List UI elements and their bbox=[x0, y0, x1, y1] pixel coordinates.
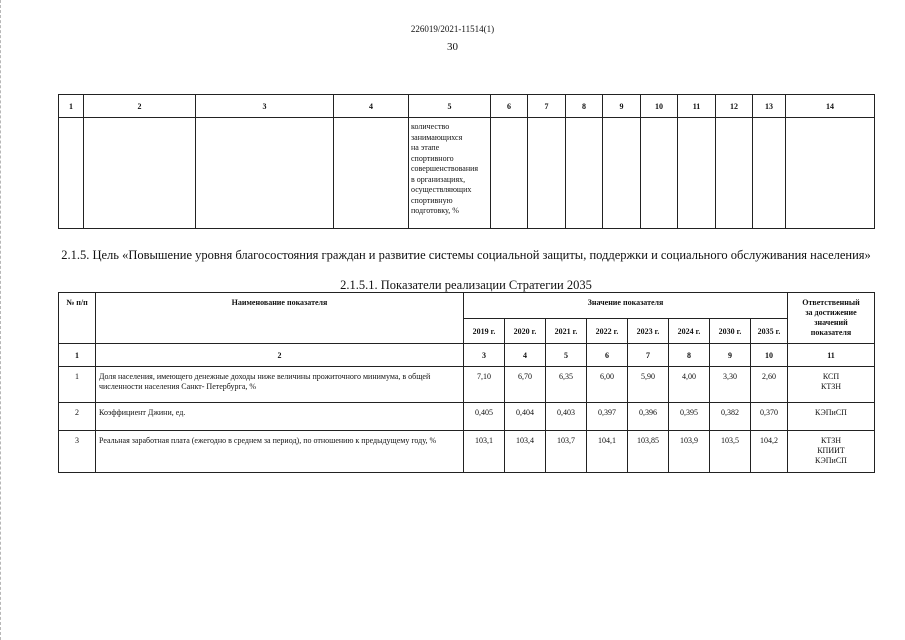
indicator-line: осуществляющих bbox=[411, 185, 472, 194]
value-cell: 4,00 bbox=[669, 367, 710, 403]
indicator-line: в организациях, bbox=[411, 174, 466, 184]
col-number: 10 bbox=[641, 95, 678, 118]
value-cell: 6,35 bbox=[546, 367, 587, 403]
indicator-line: спортивного bbox=[411, 153, 454, 163]
indicator-line: совершенствования bbox=[411, 164, 479, 173]
col-number: 7 bbox=[628, 344, 669, 367]
table-row bbox=[59, 431, 875, 473]
value-cell: 0,396 bbox=[628, 403, 669, 431]
row-num: 2 bbox=[59, 403, 96, 431]
value-cell: 103,4 bbox=[505, 431, 546, 473]
value-cell: 0,397 bbox=[587, 403, 628, 431]
value-cell: 0,403 bbox=[546, 403, 587, 431]
year-header: 2035 г. bbox=[751, 319, 788, 344]
indicator-name: Доля населения, имеющего денежные доходы ниже величины прожиточного минимума, в общей численности населения Санкт- Петербурга, % bbox=[96, 367, 464, 403]
column-number-row bbox=[59, 95, 875, 118]
table-row bbox=[59, 367, 875, 403]
year-header: 2019 г. bbox=[464, 319, 505, 344]
year-header: 2022 г. bbox=[587, 319, 628, 344]
value-cell: 103,85 bbox=[628, 431, 669, 473]
header-responsible: Ответственный за достижение значений показателя bbox=[788, 293, 875, 344]
value-cell: 103,7 bbox=[546, 431, 587, 473]
value-cell: 0,405 bbox=[464, 403, 505, 431]
col-number: 1 bbox=[59, 95, 84, 118]
page-number: 30 bbox=[447, 41, 458, 53]
value-cell: 0,404 bbox=[505, 403, 546, 431]
value-cell: 0,382 bbox=[710, 403, 751, 431]
col-number: 6 bbox=[587, 344, 628, 367]
col-number: 14 bbox=[786, 95, 875, 118]
col-number: 4 bbox=[505, 344, 546, 367]
indicator-line: количество bbox=[411, 122, 450, 131]
col-number: 11 bbox=[678, 95, 716, 118]
year-header: 2020 г. bbox=[505, 319, 546, 344]
indicators-table bbox=[58, 292, 875, 473]
value-cell: 104,2 bbox=[751, 431, 788, 473]
indicator-name: Коэффициент Джини, ед. bbox=[96, 403, 464, 431]
responsible-cell: КСП КТЗН bbox=[788, 367, 875, 403]
col-number: 8 bbox=[566, 95, 603, 118]
col-number: 12 bbox=[716, 95, 753, 118]
col-number: 6 bbox=[491, 95, 528, 118]
col-number: 1 bbox=[59, 344, 96, 367]
col-number: 7 bbox=[528, 95, 566, 118]
value-cell: 5,90 bbox=[628, 367, 669, 403]
col-number: 2 bbox=[84, 95, 196, 118]
col-number: 3 bbox=[464, 344, 505, 367]
year-header: 2021 г. bbox=[546, 319, 587, 344]
value-cell: 103,5 bbox=[710, 431, 751, 473]
section-subtitle: 2.1.5.1. Показатели реализации Стратегии 2035 bbox=[340, 278, 592, 292]
value-cell: 104,1 bbox=[587, 431, 628, 473]
indicator-line: на этапе bbox=[411, 143, 440, 152]
indicator-line: спортивную bbox=[411, 195, 453, 205]
col-number: 9 bbox=[603, 95, 641, 118]
responsible-cell: КТЗН КПИИТ КЭПиСП bbox=[788, 431, 875, 473]
value-cell: 6,70 bbox=[505, 367, 546, 403]
continuation-table bbox=[58, 94, 875, 229]
value-cell: 103,9 bbox=[669, 431, 710, 473]
header-row bbox=[59, 293, 875, 319]
col-number: 11 bbox=[788, 344, 875, 367]
year-header: 2030 г. bbox=[710, 319, 751, 344]
col-number: 9 bbox=[710, 344, 751, 367]
col-number: 4 bbox=[334, 95, 409, 118]
col-number: 5 bbox=[546, 344, 587, 367]
value-cell: 2,60 bbox=[751, 367, 788, 403]
row-num: 1 bbox=[59, 367, 96, 403]
indicator-line: занимающихся bbox=[411, 132, 463, 142]
value-cell: 103,1 bbox=[464, 431, 505, 473]
indicator-line: подготовку, % bbox=[411, 206, 459, 215]
value-cell: 3,30 bbox=[710, 367, 751, 403]
table-row bbox=[59, 403, 875, 431]
indicator-cell bbox=[409, 118, 491, 229]
col-number: 5 bbox=[409, 95, 491, 118]
year-header: 2023 г. bbox=[628, 319, 669, 344]
row-num: 3 bbox=[59, 431, 96, 473]
col-number: 8 bbox=[669, 344, 710, 367]
value-cell: 7,10 bbox=[464, 367, 505, 403]
col-number: 10 bbox=[751, 344, 788, 367]
responsible-cell: КЭПиСП bbox=[788, 403, 875, 431]
col-number: 3 bbox=[196, 95, 334, 118]
table-row bbox=[59, 118, 875, 229]
year-header: 2024 г. bbox=[669, 319, 710, 344]
value-cell: 0,370 bbox=[751, 403, 788, 431]
value-cell: 0,395 bbox=[669, 403, 710, 431]
page-left-edge bbox=[0, 0, 3, 640]
indicator-name: Реальная заработная плата (ежегодно в среднем за период), по отношению к предыдущему году, % bbox=[96, 431, 464, 473]
document-number: 226019/2021-11514(1) bbox=[410, 24, 495, 34]
value-cell: 6,00 bbox=[587, 367, 628, 403]
col-number: 2 bbox=[96, 344, 464, 367]
header-value: Значение показателя bbox=[464, 293, 788, 319]
col-number: 13 bbox=[753, 95, 786, 118]
column-number-row bbox=[59, 344, 875, 367]
header-num: № п/п bbox=[59, 293, 96, 344]
header-name: Наименование показателя bbox=[96, 293, 464, 344]
section-title: 2.1.5. Цель «Повышение уровня благосостояния граждан и развитие системы социальной защиты, поддержки и социального обслуживания населения» bbox=[61, 248, 871, 262]
